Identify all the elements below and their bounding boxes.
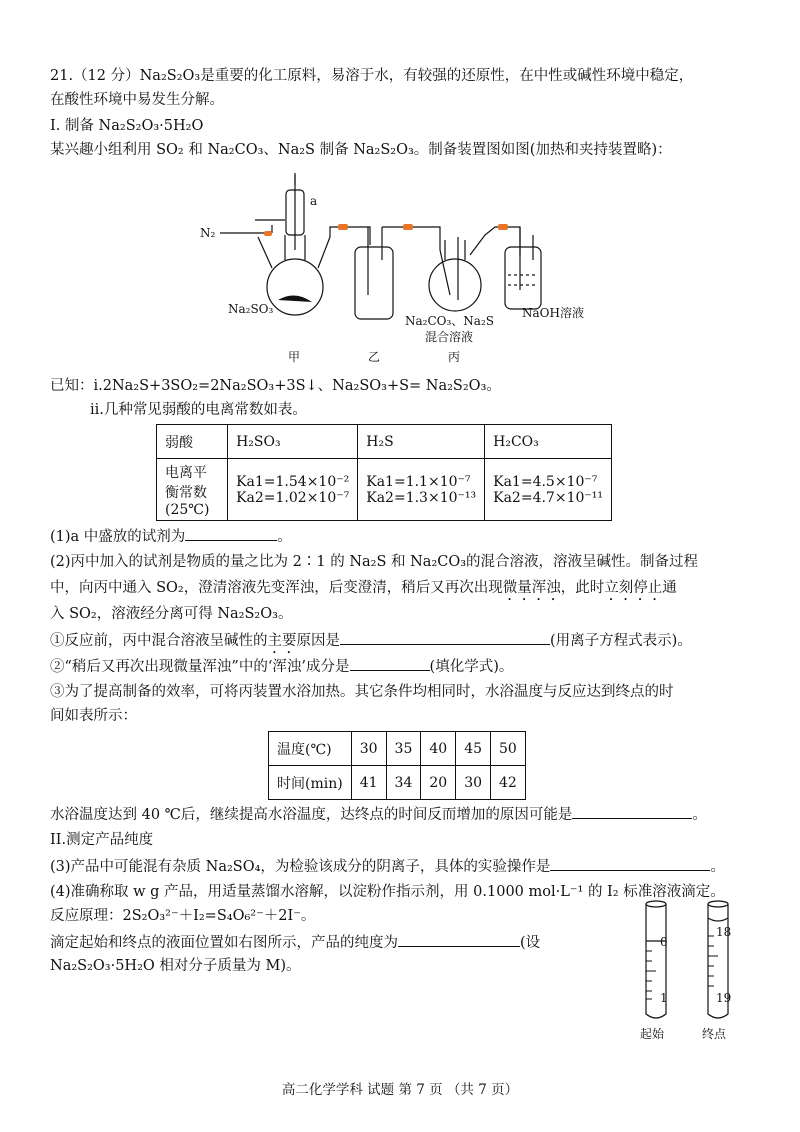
temp-cell: 50 (491, 732, 526, 766)
q3 (50, 856, 725, 877)
ka2-h2s: Ka2=1.3×10⁻¹³ (366, 489, 477, 506)
q1-blank (185, 526, 277, 541)
section1-title: I. 制备 Na₂S₂O₃·5H₂O (50, 118, 204, 134)
q4-line3 (50, 932, 540, 953)
q2-end-dot: 。 (692, 807, 707, 823)
label-mix: Na₂CO₃、Na₂S (405, 314, 494, 328)
q2-s1c: 原因是 (296, 633, 340, 649)
q2-l2c: ，此时 (560, 580, 605, 596)
start-top-label: 0 (660, 935, 668, 949)
flask-bing (429, 259, 481, 311)
start-bottom-label: 1 (660, 991, 668, 1005)
acid-cell-h2so3 (228, 459, 358, 521)
ka1-h2so3: Ka1=1.54×10⁻² (236, 473, 350, 490)
q2-line2 (50, 578, 677, 604)
q2-s1b: 主要 (267, 633, 297, 649)
q2-line1: (2)丙中加入的试剂是物质的量之比为 2∶1 的 Na₂S 和 Na₂CO₃的混合溶液，溶液呈碱性。制备过程 (50, 554, 699, 570)
end-label: 终点 (702, 1027, 727, 1041)
temp-row1-label: 温度(℃) (269, 732, 352, 766)
end-bottom-label: 19 (716, 991, 732, 1005)
q2-end-text: 水浴温度达到 40 ℃后，继续提高水浴温度，达终点的时间反而增加的原因可能是 (50, 807, 573, 823)
q4-line1: (4)准确称取 w g 产品，用适量蒸馏水溶解，以淀粉作指示剂，用 0.1000 mol·L⁻¹ 的 I₂ 标准溶液滴定。 (50, 884, 725, 900)
q1 (50, 526, 292, 547)
label-na2so3: Na₂SO₃ (228, 302, 274, 316)
q4-blank (398, 932, 520, 947)
acid-header-3: H₂CO₃ (485, 425, 612, 459)
q2-s2a: ②“稍后又再次出现微量浑浊”中的‘浑浊’成分是 (50, 659, 350, 675)
time-cell: 34 (386, 766, 421, 800)
temp-cell: 35 (386, 732, 421, 766)
temp-row2-label: 时间(min) (269, 766, 352, 800)
q2-l2b: 微量浑浊 (502, 580, 561, 596)
q2-sub3a: ③为了提高制备的效率，可将丙装置水浴加热。其它条件均相同时，水浴温度与反应达到终点的时 (50, 684, 674, 700)
q2-s2b: (填化学式)。 (429, 659, 514, 675)
bottle-yi (355, 247, 393, 319)
temp-cell: 30 (351, 732, 386, 766)
q2-s1-blank (340, 630, 550, 645)
temp-table (268, 731, 526, 800)
temp-cell: 45 (456, 732, 491, 766)
bottle-naoh (505, 247, 541, 309)
temp-cell: 40 (421, 732, 456, 766)
known-ii: ii.几种常见弱酸的电离常数如表。 (90, 402, 307, 418)
q3-text: (3)产品中可能混有杂质 Na₂SO₄，为检验该成分的阴离子，具体的实验操作是 (50, 859, 551, 875)
apparatus-intro: 某兴趣小组利用 SO₂ 和 Na₂CO₃、Na₂S 制备 Na₂S₂O₃。制备装置图如图(加热和夹持装置略)： (50, 142, 672, 158)
acid-cell-h2s (358, 459, 485, 521)
q2-l2a: 中，向丙中通入 SO₂，澄清溶液先变浑浊，后变澄清，稍后又再次出现 (50, 580, 503, 596)
q1-text: (1)a 中盛放的试剂为 (50, 529, 186, 545)
known-i: 已知：i.2Na₂S+3SO₂=2Na₂SO₃+3S↓、Na₂SO₃+S= Na₂S₂O₃。 (50, 378, 501, 394)
q4-line2: 反应原理：2S₂O₃²⁻＋I₂=S₄O₆²⁻＋2I⁻。 (50, 908, 316, 924)
q3-end: 。 (710, 859, 725, 875)
end-top-label: 18 (716, 925, 732, 939)
page-footer: 高二化学学科 试题 第 7 页 （共 7 页） (281, 1082, 519, 1098)
burette-figure (630, 896, 770, 1046)
q2-s1a: ①反应前，丙中混合溶液呈碱性的 (50, 633, 268, 649)
q3-blank (550, 856, 710, 871)
q2-s1d: (用离子方程式表示)。 (550, 633, 692, 649)
q2-sub3b: 间如表所示： (50, 708, 137, 724)
q4-line4: Na₂S₂O₃·5H₂O 相对分子质量为 M)。 (50, 958, 301, 974)
start-label: 起始 (640, 1027, 665, 1041)
q2-sub1 (50, 630, 692, 657)
label-a: a (310, 194, 318, 208)
q4-l3b: (设 (520, 935, 541, 951)
label-bing: 丙 (448, 350, 461, 364)
q2-end-blank (572, 804, 692, 819)
q2-l2e: 通 (662, 580, 677, 596)
flask-jia (267, 259, 323, 315)
question-intro-line1: 21.（12 分）Na₂S₂O₃是重要的化工原料，易溶于水，有较强的还原性，在中性或碱性环境中稳定， (50, 68, 694, 84)
q2-l2d: 立刻停止 (604, 580, 663, 596)
label-yi: 乙 (368, 350, 381, 364)
q2-sub2 (50, 656, 513, 677)
label-naoh: NaOH溶液 (522, 306, 584, 320)
acid-table (156, 424, 612, 521)
section2-title: II.测定产品纯度 (50, 832, 154, 848)
time-cell: 30 (456, 766, 491, 800)
acid-header-1: H₂SO₃ (228, 425, 358, 459)
acid-row-label: 电离平衡常数(25℃) (157, 459, 228, 521)
q2-s2-blank (350, 656, 430, 671)
label-n2: N₂ (200, 226, 216, 240)
q2-line3: 入 SO₂，溶液经分离可得 Na₂S₂O₃。 (50, 606, 293, 622)
question-intro-line2: 在酸性环境中易发生分解。 (50, 92, 224, 108)
ka1-h2co3: Ka1=4.5×10⁻⁷ (493, 473, 598, 490)
label-jia: 甲 (288, 350, 301, 364)
q4-l3a: 滴定起始和终点的液面位置如右图所示，产品的纯度为 (50, 935, 398, 951)
ka2-h2co3: Ka2=4.7×10⁻¹¹ (493, 489, 603, 506)
ka2-h2so3: Ka2=1.02×10⁻⁷ (236, 489, 350, 506)
ka1-h2s: Ka1=1.1×10⁻⁷ (366, 473, 471, 490)
acid-header-2: H₂S (358, 425, 485, 459)
time-cell: 41 (351, 766, 386, 800)
apparatus-diagram (200, 165, 620, 365)
q1-end: 。 (277, 529, 292, 545)
time-cell: 42 (491, 766, 526, 800)
acid-header-0: 弱酸 (157, 425, 228, 459)
acid-cell-h2co3 (485, 459, 612, 521)
label-mix2: 混合溶液 (425, 330, 474, 344)
time-cell: 20 (421, 766, 456, 800)
q2-end (50, 804, 707, 825)
